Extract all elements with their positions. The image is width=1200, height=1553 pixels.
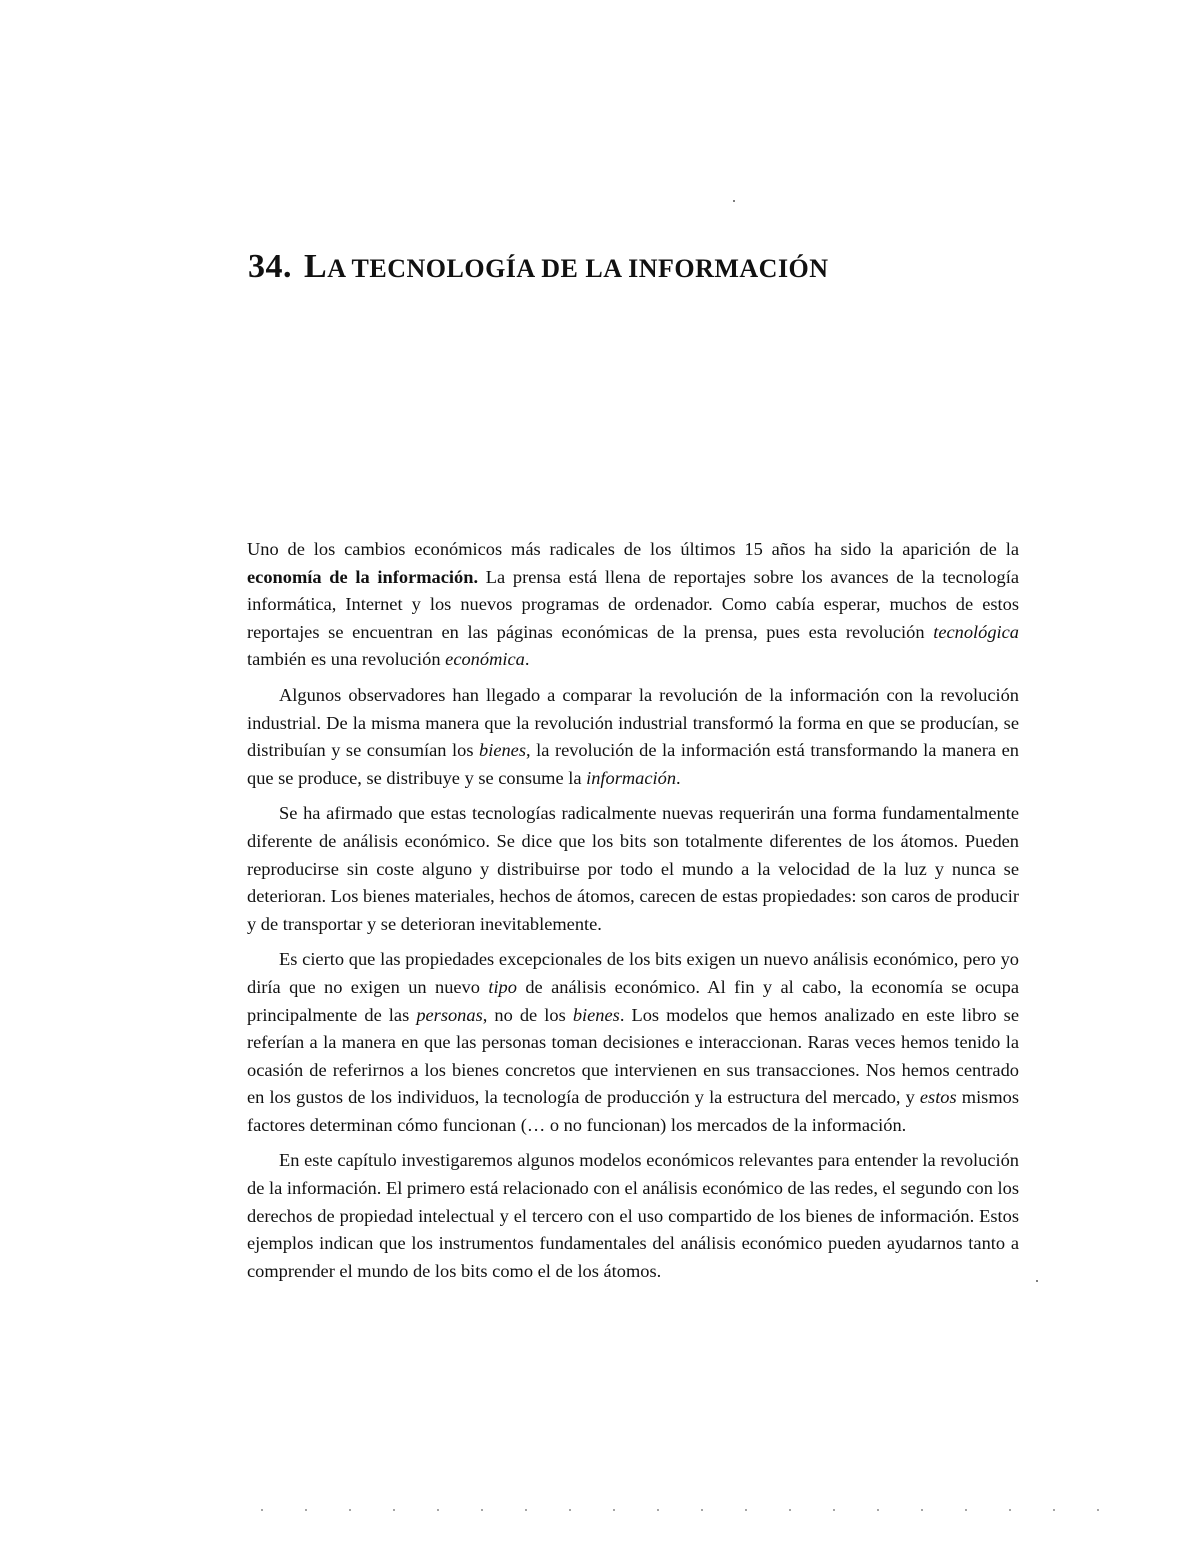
text-run: Algunos observadores han llegado a comparar la revolución de la información con la revolución industrial. De la misma manera que la revolución industrial transformó la forma en que se producían, se distribuían y se consumían los (247, 684, 1019, 761)
bold-term: economía de la información. (247, 566, 479, 587)
text-run: . (676, 767, 681, 788)
italic-term: tecnológica (933, 621, 1019, 642)
text-run: también es una revolución (247, 649, 446, 670)
italic-term: bienes (572, 1004, 620, 1025)
text-run: , no de los (482, 1004, 573, 1025)
paragraph (247, 946, 1019, 1139)
italic-term: personas (416, 1004, 483, 1025)
paragraph (247, 800, 1019, 938)
italic-term: tipo (488, 976, 517, 997)
text-run: de análisis económico. Al fin y al cabo, la economía se ocupa principalmente de las (247, 976, 1019, 1025)
text-run: La prensa está llena de reportajes sobre los avances de la tecnología informática, Internet y los nuevos programas de ordenador. Como cabía esperar, muchos de estos reportajes se encuentran en las páginas económicas de la prensa, pues esta revolución (247, 566, 1020, 642)
chapter-title-text: A TECNOLOGÍA DE LA INFORMACIÓN (327, 254, 829, 283)
italic-term: económica (445, 649, 525, 670)
chapter-body (247, 536, 1019, 1293)
text-run: mismos factores determinan cómo funcionan (… o no funcionan) los mercados de la información. (247, 1087, 1019, 1135)
text-run: Es cierto que las propiedades excepcionales de los bits exigen un nuevo análisis económico, pero yo diría que no exigen un nuevo (247, 949, 1019, 997)
italic-term: información (586, 767, 677, 788)
scan-speck (733, 200, 735, 202)
chapter-title (248, 248, 829, 286)
text-run: Se ha afirmado que estas tecnologías radicalmente nuevas requerirán una forma fundamentalmente diferente de análisis económico. Se dice que los bits son totalmente diferentes de los átomos. Pueden reproducirse sin coste alguno y distribuirse por todo el mundo a la velocidad de la luz y nunca se deterioran. Los bienes materiales, hechos de átomos, carecen de estas propiedades: son caros de producir y de transportar y se deterioran inevitablemente. (247, 803, 1019, 934)
chapter-title-initial: L (304, 248, 328, 285)
italic-term: bienes (479, 740, 526, 761)
italic-term: estos (919, 1087, 957, 1108)
text-run: En este capítulo investigaremos algunos modelos económicos relevantes para entender la revolución de la información. El primero está relacionado con el análisis económico de las redes, el segundo con los derechos de propiedad intelectual y el tercero con el uso compartido de los bienes de información. Estos ejemplos indican que los instrumentos fundamentales del análisis económico pueden ayudarnos tanto a comprender el mundo de los bits como el de los átomos. (247, 1150, 1019, 1281)
text-run: . Los modelos que hemos analizado en este libro se referían a la manera en que las personas toman decisiones e interaccionan. Raras veces hemos tenido la ocasión de referirnos a los bienes concretos que intervienen en sus transacciones. Nos hemos centrado en los gustos de los individuos, la tecnología de producción y la estructura del mercado, y (247, 1004, 1019, 1108)
chapter-number: 34. (248, 248, 292, 285)
scan-noise-dots (240, 1508, 1140, 1512)
paragraph (247, 682, 1019, 792)
paragraph (247, 536, 1019, 674)
text-run: Uno de los cambios económicos más radicales de los últimos 15 años ha sido la aparición de la (247, 539, 1019, 559)
scan-speck (1036, 1280, 1038, 1282)
text-run: . (524, 649, 530, 670)
text-run: , la revolución de la información está transformando la manera en que se produce, se distribuye y se consume la (247, 740, 1019, 788)
paragraph (247, 1147, 1019, 1285)
